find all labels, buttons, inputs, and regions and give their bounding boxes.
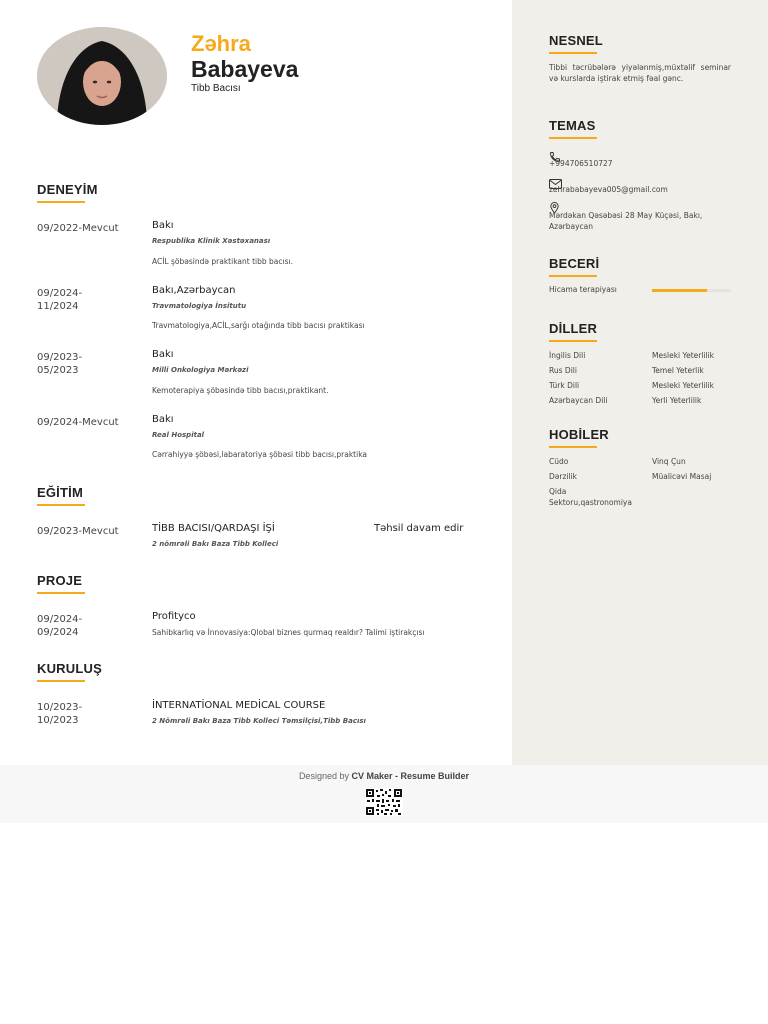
experience-date: 09/2023- 05/2023 (37, 352, 83, 376)
objective-section-title (549, 33, 603, 54)
project-title-text: PROJE (37, 573, 83, 588)
language-level: Mesleki Yeterlilik (652, 381, 715, 390)
first-name: Zəhra (191, 31, 251, 56)
title-underline (37, 680, 85, 682)
contact-section-title (549, 118, 597, 139)
experience-location: Bakı (152, 220, 174, 231)
title-underline (549, 340, 597, 342)
skill-name: Hicama terapiyası (549, 285, 617, 294)
qr-code-icon (365, 788, 403, 816)
hobby-item: Müalicəvi Masaj (652, 472, 712, 481)
contact-title-text: TEMAS (549, 118, 596, 133)
experience-description: ACİL şöbəsində praktikant tibb bacısı. (152, 257, 293, 266)
hobby-item: Cüdo (549, 457, 569, 466)
language-level: Mesleki Yeterlilik (652, 351, 715, 360)
title-underline (549, 275, 597, 277)
education-school: 2 nömrəli Bakı Baza Tibb Kolleci (152, 540, 279, 548)
hobby-item: Vinq Çun (652, 457, 686, 466)
education-name: TİBB BACISI/QARDAŞI İŞİ (152, 523, 275, 534)
education-status: Təhsil davam edir (374, 523, 464, 534)
hobby-item: Dərzilik (549, 472, 578, 481)
hobbies-title-text: HOBİLER (549, 427, 609, 442)
language-name: Rus Dili (549, 366, 577, 375)
address: Mərdəkan Qəsəbəsi 28 May Küçəsi, Bakı, Azərbaycan (549, 211, 703, 231)
project-name: Profityco (152, 611, 196, 622)
title-underline (549, 137, 597, 139)
skills-section-title (549, 256, 599, 277)
education-date: 09/2023-Mevcut (37, 526, 119, 537)
footer-credit (0, 771, 768, 781)
experience-date: 09/2024-Mevcut (37, 417, 119, 428)
organization-section-title (37, 661, 102, 682)
experience-date: 09/2022-Mevcut (37, 223, 119, 234)
footer-prefix: Designed by (298, 771, 349, 781)
experience-location: Bakı,Azərbaycan (152, 285, 236, 296)
organization-role: 2 Nömrəli Bakı Baza Tibb Kolleci Təmsilçisi,Tibb Bacısı (152, 717, 366, 725)
experience-organization: Milli Onkologiya Mərkəzi (152, 366, 249, 374)
objective-text: Tibbi təcrübələrə yiyələnmiş,müxtəlif seminar və kurslarda iştirak etmiş fəal gənc. (549, 63, 731, 83)
language-name: İngilis Dili (549, 351, 586, 360)
skill-level-bar (652, 289, 731, 292)
experience-organization: Real Hospital (152, 431, 205, 439)
phone-number[interactable]: +994706510727 (549, 159, 613, 168)
languages-section-title (549, 321, 597, 342)
hobby-item: Qida Sektoru,qastronomiya (549, 487, 632, 507)
experience-location: Bakı (152, 349, 174, 360)
job-title: Tibb Bacısı (191, 83, 241, 94)
profile-photo (37, 27, 167, 125)
hobbies-section-title (549, 427, 609, 448)
skills-title-text: BECERİ (549, 256, 600, 271)
footer-brand-link[interactable]: CV Maker - Resume Builder (351, 771, 470, 781)
languages-title-text: DİLLER (549, 321, 598, 336)
language-level: Yerli Yeterlilik (652, 396, 702, 405)
title-underline (37, 504, 85, 506)
project-date: 09/2024- 09/2024 (37, 614, 83, 638)
experience-description: Cərrahiyyə şöbəsi,labaratoriya şöbəsi tibb bacısı,praktika (152, 450, 368, 459)
education-section-title (37, 485, 85, 506)
title-underline (549, 446, 597, 448)
experience-organization: Respublika Klinik Xəstəxanası (152, 237, 271, 245)
title-underline (549, 52, 597, 54)
email-address[interactable]: zehrababayeva005@gmail.com (549, 185, 668, 194)
skill-level-fill (652, 289, 707, 292)
project-description: Sahibkarlıq və İnnovasiya:Qlobal biznes qurmaq realdır? Talimi iştirakçısı (152, 628, 425, 637)
title-underline (37, 201, 85, 203)
last-name: Babayeva (191, 56, 299, 82)
experience-description: Kemoterapiya şöbəsində tibb bacısı,praktikant. (152, 386, 329, 395)
title-underline (37, 592, 85, 594)
organization-name: İNTERNATİONAL MEDİCAL COURSE (152, 700, 326, 711)
organization-date: 10/2023- 10/2023 (37, 702, 83, 726)
organization-title-text: KURULUŞ (37, 661, 102, 676)
experience-organization: Travmatologiya İnsitutu (152, 302, 247, 310)
language-name: Türk Dili (549, 381, 580, 390)
language-name: Azərbaycan Dili (549, 396, 608, 405)
experience-date: 09/2024- 11/2024 (37, 288, 83, 312)
language-level: Temel Yeterlik (652, 366, 704, 375)
experience-section-title (37, 182, 98, 203)
experience-description: Travmatologiya,ACİL,sarğı otağında tibb bacısı praktikası (152, 321, 365, 330)
education-title-text: EĞİTİM (37, 485, 83, 500)
project-section-title (37, 573, 85, 594)
objective-title-text: NESNEL (549, 33, 603, 48)
experience-location: Bakı (152, 414, 174, 425)
experience-title-text: DENEYİM (37, 182, 98, 197)
